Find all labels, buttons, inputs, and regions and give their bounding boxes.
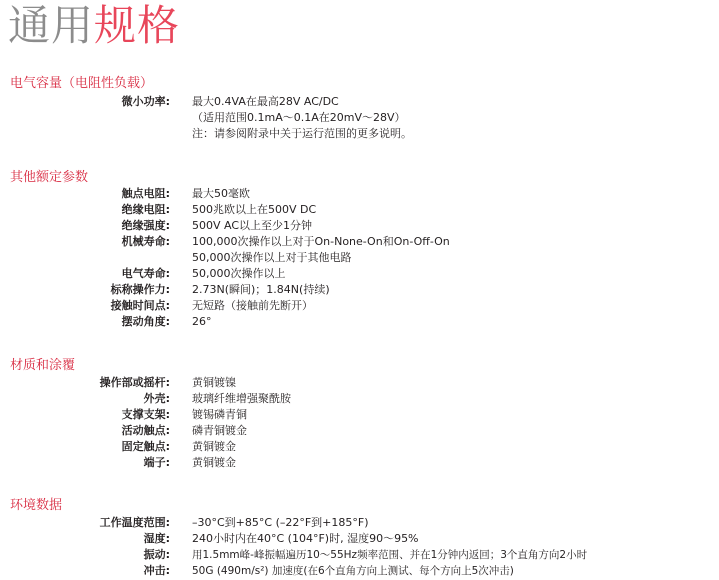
spec-value: 镀锡磷青铜 [192,408,247,421]
page-title-part1: 通用 [8,1,95,50]
spec-value: 26° [192,315,212,328]
spec-value: 用1.5mm峰-峰振幅遍历10～55Hz频率范围、并在1分钟内返回；3个直角方向2小时 [192,549,588,561]
spec-value: 无短路（接触前先断开） [192,299,313,312]
spec-label: 外壳: [143,392,170,405]
spec-row [0,282,719,298]
spec-row [0,186,719,202]
spec-row [0,547,719,563]
spec-row [0,439,719,455]
spec-value: 磷青铜镀金 [192,424,247,437]
spec-row [0,298,719,314]
spec-row [0,423,719,439]
section-heading: 其他额定参数 [10,170,89,185]
section-heading: 环境数据 [10,498,63,513]
spec-value: 注：请参阅附录中关于运行范围的更多说明。 [192,127,412,140]
spec-value: 最大50毫欧 [192,187,250,200]
spec-row [0,375,719,391]
spec-label: 活动触点: [121,424,170,437]
spec-row [0,563,719,579]
spec-value: 50,000次操作以上对于其他电路 [192,251,352,264]
spec-value: 50G (490m/s²) 加速度(在6个直角方向上测试、每个方向上5次冲击) [192,565,514,577]
spec-label: 机械寿命: [121,235,170,248]
spec-row [0,126,719,142]
spec-row [0,407,719,423]
spec-row [0,391,719,407]
spec-label: 电气寿命: [121,267,170,280]
spec-label: 标称操作力: [110,283,170,296]
spec-row [0,94,719,110]
spec-value: 黄铜镀镍 [192,376,236,389]
spec-label: 冲击: [143,564,170,577]
spec-label: 端子: [143,456,170,469]
spec-label: 振动: [143,548,170,561]
spec-value: 100,000次操作以上对于On-None-On和On-Off-On [192,235,450,248]
spec-row [0,266,719,282]
page-title-part2: 规格 [94,1,181,50]
section-heading: 材质和涂覆 [10,358,76,373]
spec-row [0,250,719,266]
spec-value: （适用范围0.1mA～0.1A在20mV～28V） [192,111,406,124]
spec-label: 支撑支架: [121,408,170,421]
spec-row [0,218,719,234]
spec-row [0,455,719,471]
spec-row [0,202,719,218]
spec-row [0,234,719,250]
spec-value: 500兆欧以上在500V DC [192,203,317,216]
spec-label: 接触时间点: [110,299,170,312]
spec-label: 绝缘强度: [121,219,170,232]
spec-value: 2.73N(瞬间)；1.84N(持续) [192,283,330,296]
page-title [8,2,180,50]
spec-value: –30°C到+85°C (–22°F到+185°F) [192,516,369,529]
spec-row [0,515,719,531]
spec-value: 240小时内在40°C (104°F)时, 湿度90～95% [192,532,419,545]
spec-value: 黄铜镀金 [192,456,236,469]
spec-value: 50,000次操作以上 [192,267,286,280]
spec-value: 最大0.4VA在最高28V AC/DC [192,95,339,108]
spec-value: 500V AC以上至少1分钟 [192,219,313,232]
spec-label: 触点电阻: [121,187,170,200]
spec-row [0,314,719,330]
spec-row [0,110,719,126]
spec-row [0,531,719,547]
spec-label: 绝缘电阻: [121,203,170,216]
spec-label: 湿度: [143,532,170,545]
spec-label: 操作部或摇杆: [99,376,170,389]
section-heading: 电气容量（电阻性负载） [10,76,154,91]
spec-label: 摆动角度: [121,315,170,328]
spec-label: 固定触点: [121,440,170,453]
spec-label: 微小功率: [121,95,170,108]
spec-value: 黄铜镀金 [192,440,236,453]
spec-value: 玻璃纤维增强聚酰胺 [192,392,291,405]
spec-label: 工作温度范围: [99,516,170,529]
